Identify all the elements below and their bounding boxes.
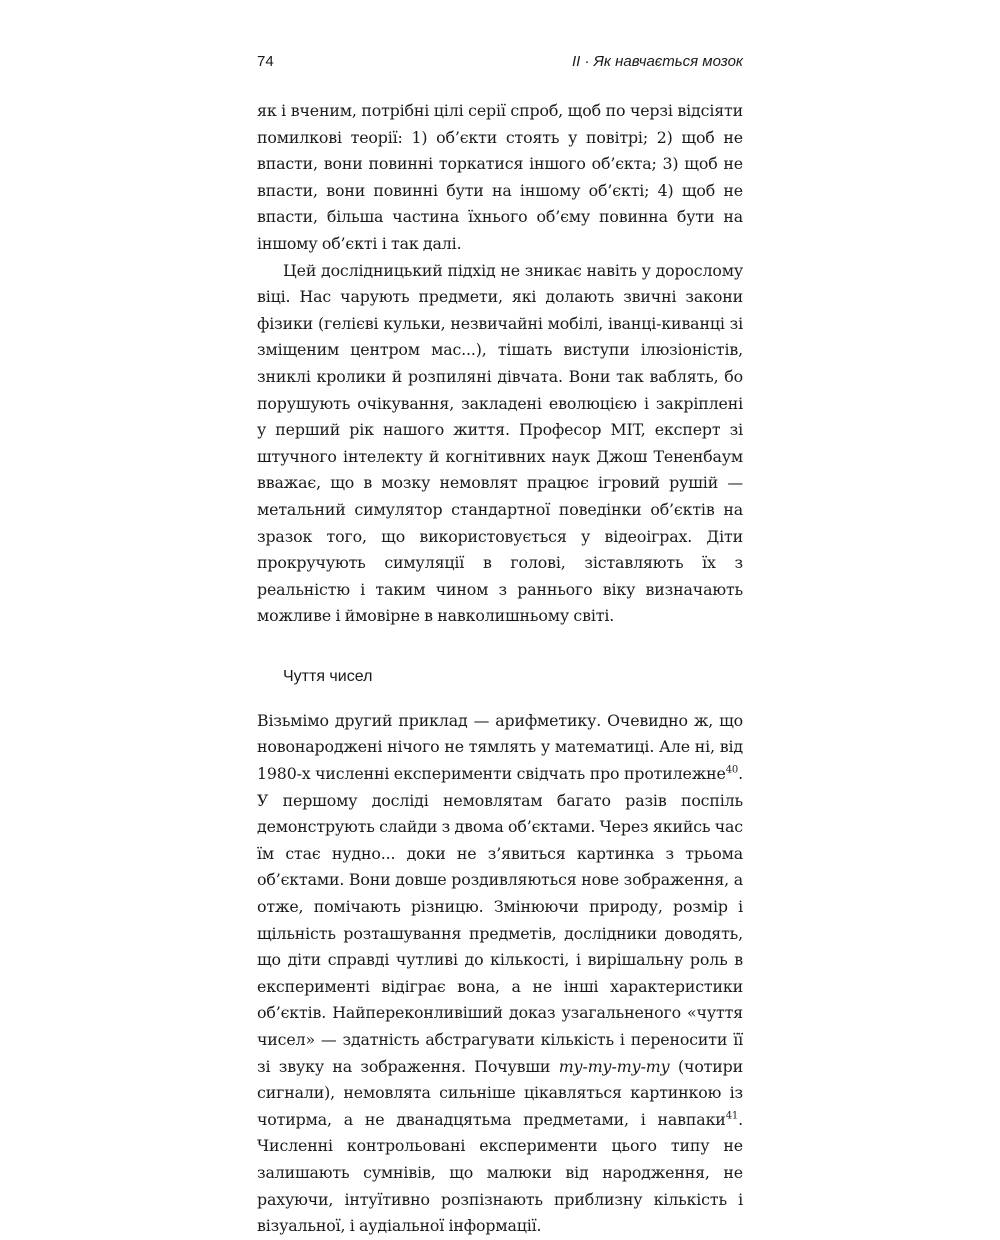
section-body (257, 708, 743, 1240)
paragraph-continuation: як і вченим, потрібні цілі серії спроб, щоб по черзі відсіяти помилкові теорії: 1) об’єкти стоять у повітрі; 2) щоб не впасти, вони повинні торкатися іншого об’єкта; 3) щоб не впасти, вони повинні бути на іншому об’єкті; 4) щоб не впасти, більша частина їхнього об’єму повинна бути на іншому об’єкті і так далі. (257, 101, 743, 253)
book-page (257, 52, 743, 1240)
italic-sound: ту-ту-ту-ту (558, 1056, 670, 1076)
section-heading: Чуття чисел (283, 667, 373, 685)
footnote-ref-41[interactable]: 41 (725, 1110, 739, 1122)
paragraph-research-approach: Цей дослідницький підхід не зникає навіть у дорослому віці. Нас чарують предмети, які долають звичні закони фізики (гелієві кульки, незвичайні мобілі, іванці-киванці зі зміщеним центром мас...), тішать виступи ілюзіоністів, зниклі кролики й розпиляні дівчата. Вони так ваблять, бо порушують очікування, закладені еволюцією і закріплені у перший рік нашого життя. Професор MIT, експерт зі штучного інтелекту й когнітивних наук Джош Тененбаум вважає, що в мозку немовлят працює ігровий рушій — метальний симулятор стандартної поведінки об’єктів на зразок того, що використовується у відеоіграх. Діти прокручують симуляції в голові, зіставляють їх з реальністю і таким чином з раннього віку визначають можливе і ймовірне в навколишньому світі. (257, 260, 743, 626)
text-segment: . У першому досліді немовлятам багато разів поспіль демонструють слайди з двома об’єктами. Через якийсь час їм стає нудно... доки не з’явиться картинка з трьома об’єктами. Вони довше роздивляються нове зображення, а отже, помічають різницю. Змінюючи природу, розмір і щільність розташування предметів, дослідники доводять, що діти справді чутливі до кількості, і вирішальну роль в експерименті відіграє вона, а не інші характеристики об’єктів. Найпереконливіший доказ узагальненого «чуття чисел» — здатність абстрагувати кількість і переносити її зі звуку на зображення. Почувши (257, 764, 743, 1076)
body-text (257, 98, 743, 630)
text-segment: (чотири сигнали), немовлята сильніше цікавляться картинкою із чотирма, а не дванадцятьма предметами, і навпаки (257, 1056, 743, 1129)
running-head (257, 52, 743, 72)
paragraph-number-sense (257, 708, 743, 1240)
page-number: 74 (257, 53, 274, 70)
text-segment: Візьмімо другий приклад — арифметику. Очевидно ж, що новонароджені нічого не тямлять у математиці. Але ні, від 1980-х численні експерименти свідчать про протилежне (257, 710, 743, 784)
running-title: II · Як навчається мозок (571, 53, 743, 70)
footnote-ref-40[interactable]: 40 (725, 764, 739, 776)
text-segment: . Численні контрольовані експерименти цього типу не залишають сумнівів, що малюки від народження, не рахуючи, інтуїтивно розпізнають приблизну кількість і візуальної, і аудіальної інформації. (257, 1109, 743, 1236)
